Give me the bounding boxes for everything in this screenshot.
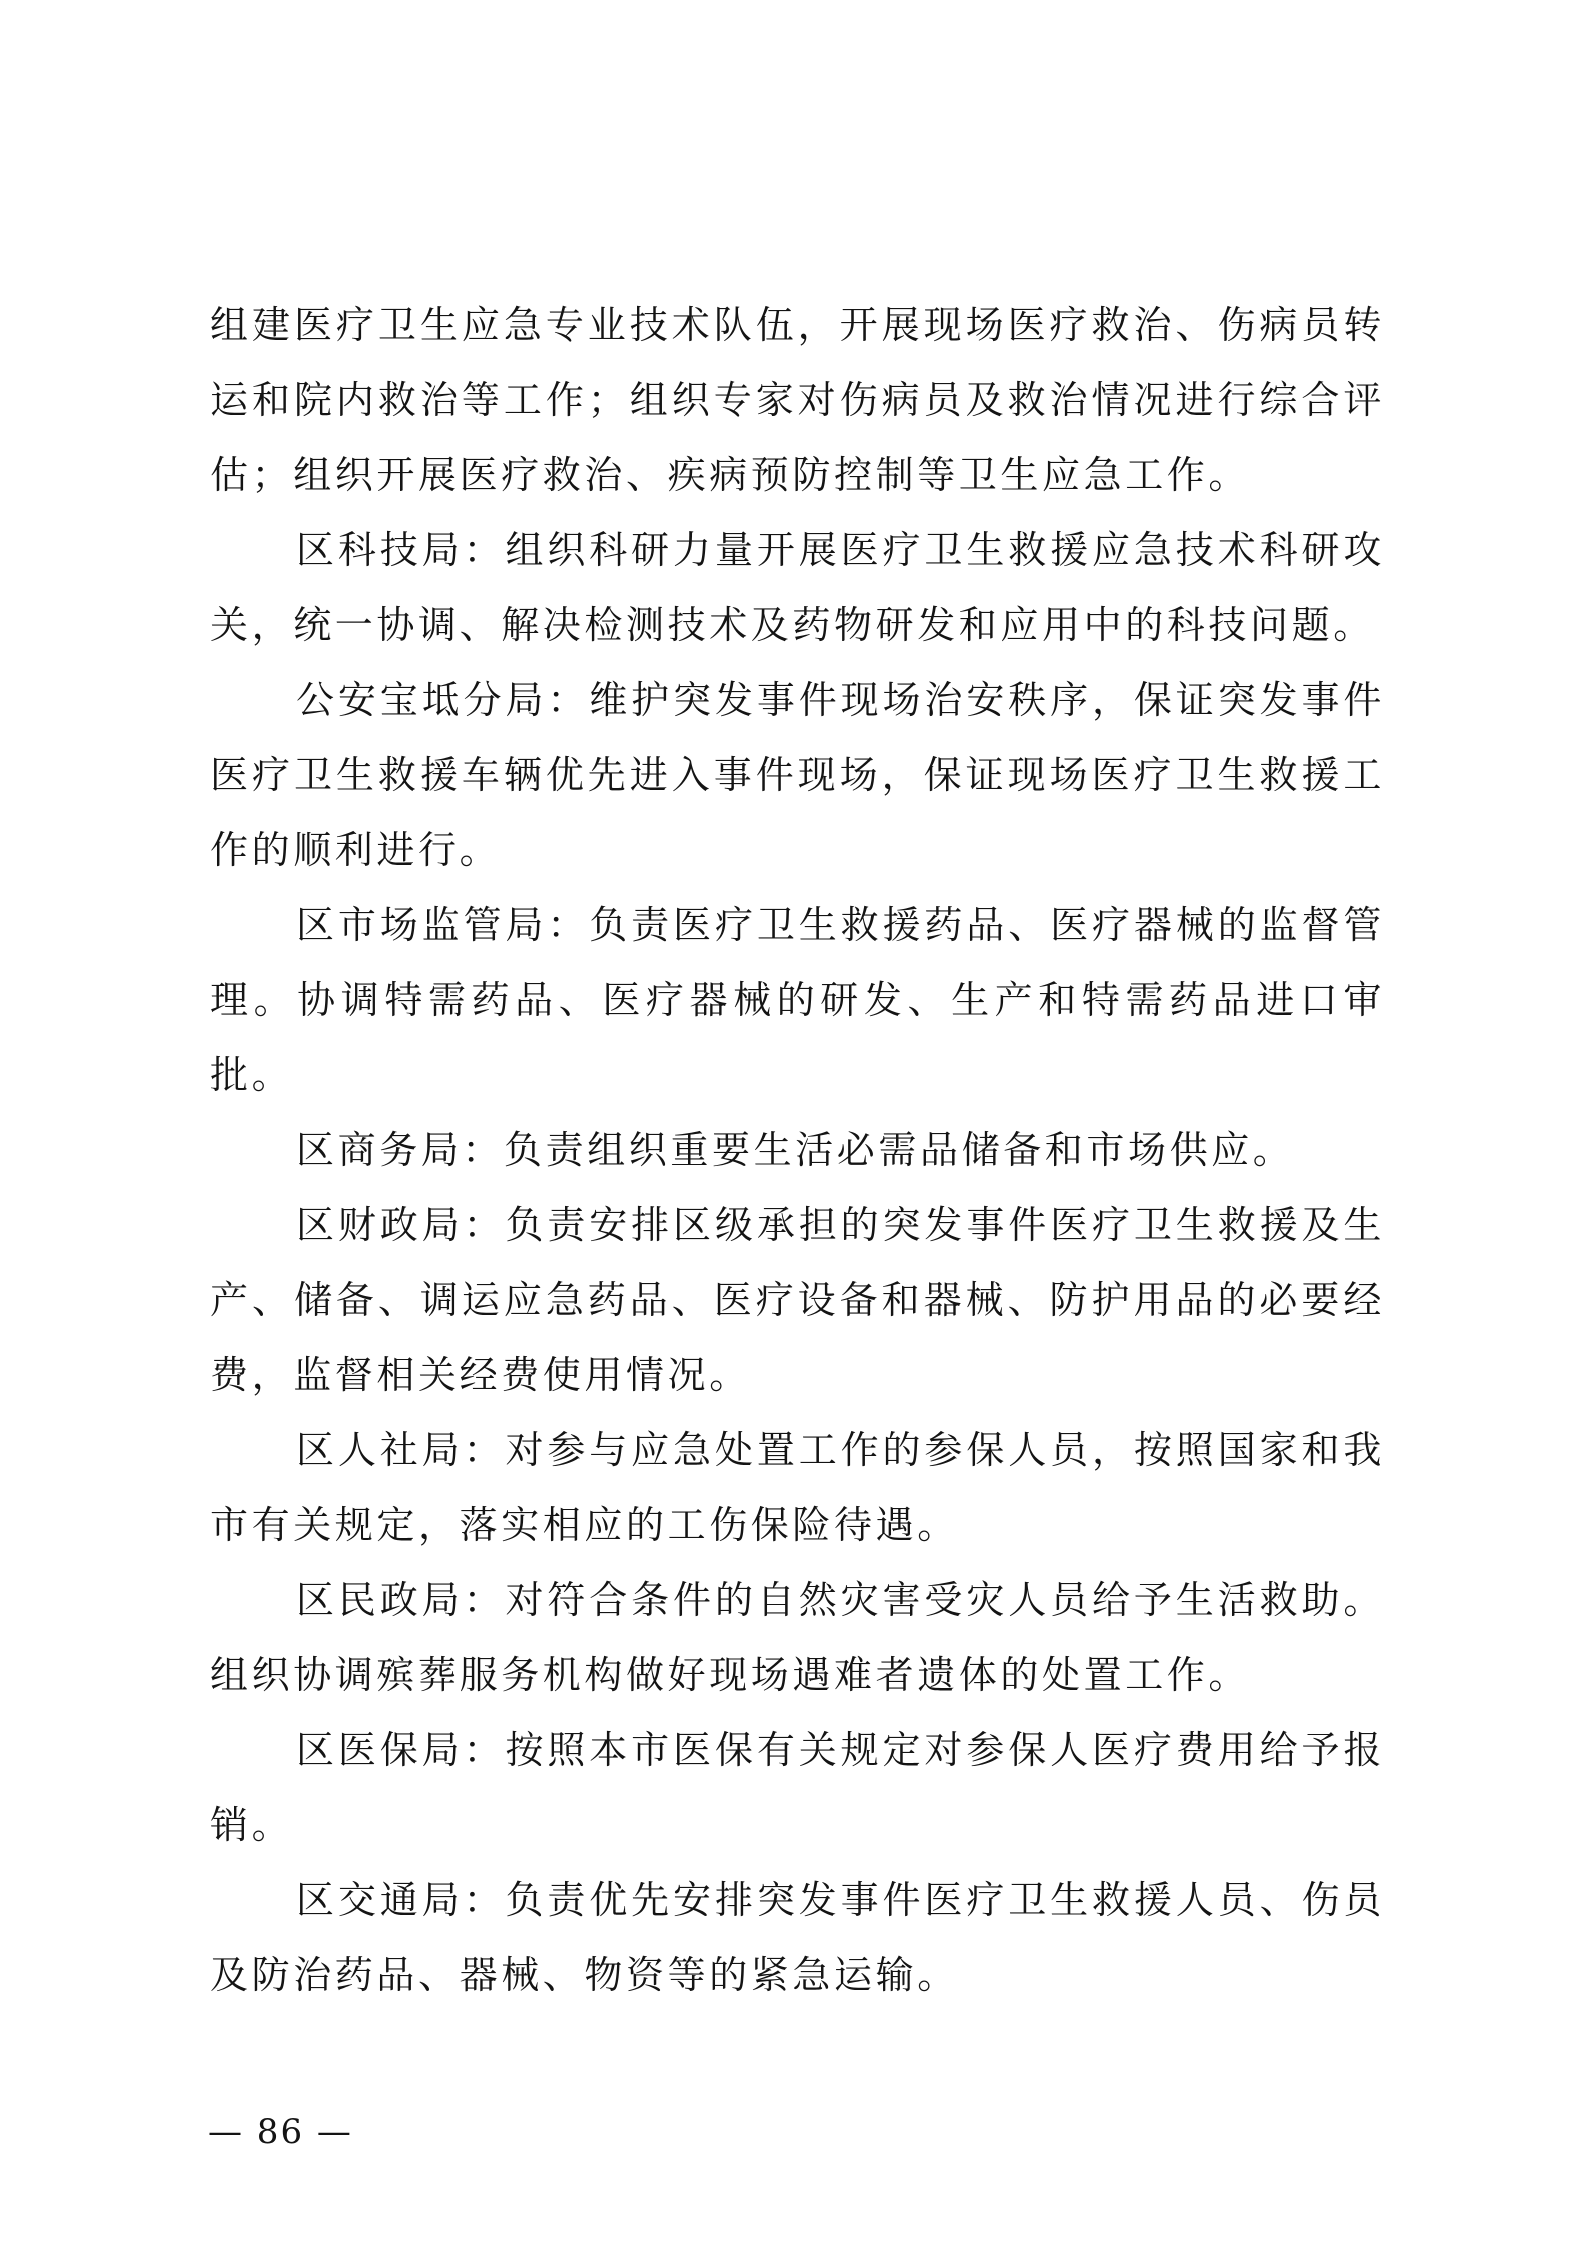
document-body [210, 288, 1385, 2013]
paragraph-market-supervision: 区市场监管局：负责医疗卫生救援药品、医疗器械的监督管理。协调特需药品、医疗器械的研发、生产和特需药品进口审批。 [210, 903, 1385, 1097]
paragraph-medical-insurance: 区医保局：按照本市医保有关规定对参保人医疗费用给予报销。 [210, 1728, 1385, 1847]
paragraph-public-security: 公安宝坻分局：维护突发事件现场治安秩序，保证突发事件医疗卫生救援车辆优先进入事件现场，保证现场医疗卫生救援工作的顺利进行。 [210, 678, 1385, 872]
paragraph-finance-bureau: 区财政局：负责安排区级承担的突发事件医疗卫生救援及生产、储备、调运应急药品、医疗设备和器械、防护用品的必要经费，监督相关经费使用情况。 [210, 1203, 1385, 1397]
paragraph-transport-bureau: 区交通局：负责优先安排突发事件医疗卫生救援人员、伤员及防治药品、器械、物资等的紧急运输。 [210, 1878, 1385, 1997]
paragraph-science-bureau: 区科技局：组织科研力量开展医疗卫生救援应急技术科研攻关，统一协调、解决检测技术及药物研发和应用中的科技问题。 [210, 528, 1385, 647]
paragraph-civil-affairs: 区民政局：对符合条件的自然灾害受灾人员给予生活救助。组织协调殡葬服务机构做好现场遇难者遗体的处置工作。 [210, 1578, 1385, 1697]
paragraph-human-resources: 区人社局：对参与应急处置工作的参保人员，按照国家和我市有关规定，落实相应的工伤保险待遇。 [210, 1428, 1385, 1547]
paragraph-medical-teams: 组建医疗卫生应急专业技术队伍，开展现场医疗救治、伤病员转运和院内救治等工作；组织专家对伤病员及救治情况进行综合评估；组织开展医疗救治、疾病预防控制等卫生应急工作。 [210, 303, 1385, 497]
paragraph-commerce-bureau: 区商务局：负责组织重要生活必需品储备和市场供应。 [296, 1128, 1295, 1172]
page-number: — 86 — [208, 2112, 353, 2152]
